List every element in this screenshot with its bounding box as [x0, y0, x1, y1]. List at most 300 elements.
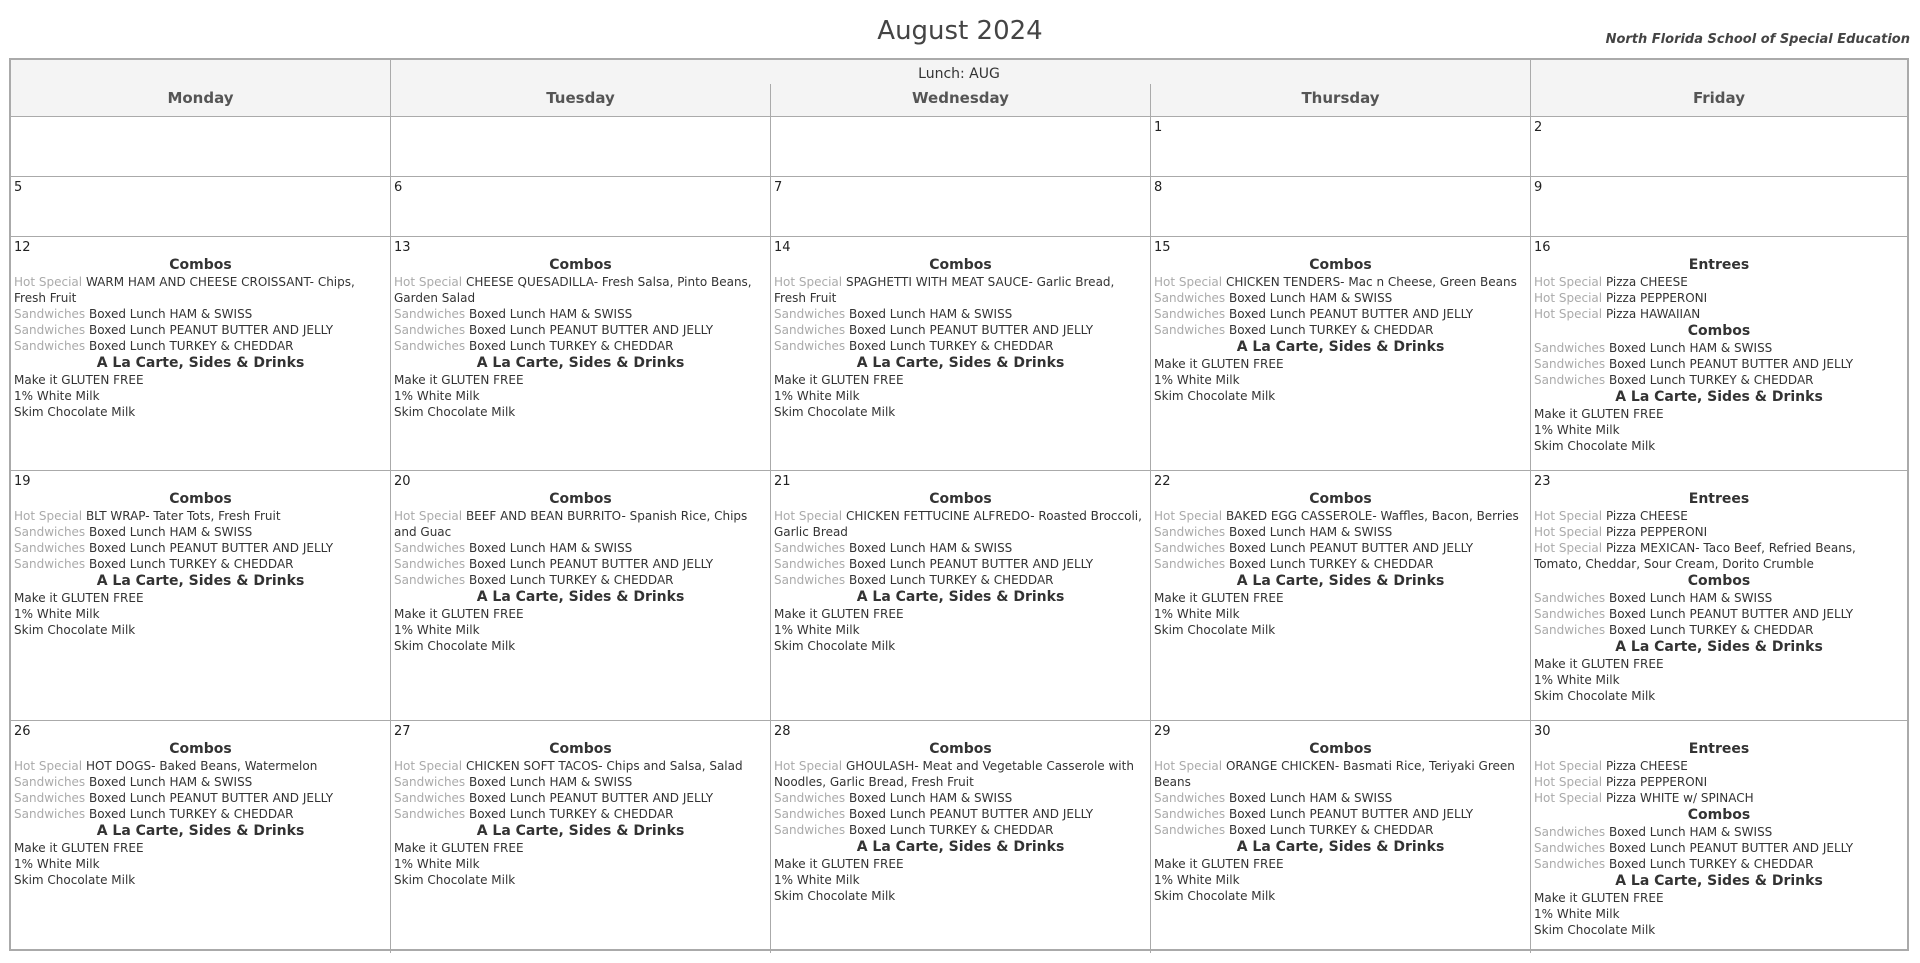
section-heading: A La Carte, Sides & Drinks [1236, 339, 1445, 355]
menu-item-category: Sandwiches [1534, 607, 1606, 621]
section-heading: Entrees [1688, 491, 1750, 507]
menu-item-category: Sandwiches [394, 573, 466, 587]
day-cell [1531, 471, 1907, 720]
menu-item [1154, 540, 1527, 556]
menu-item-text: Boxed Lunch TURKEY & CHEDDAR [89, 807, 294, 821]
menu-item [14, 306, 387, 322]
day-number: 22 [1154, 474, 1171, 489]
menu-item-category: Sandwiches [394, 775, 466, 789]
section-heading: Combos [929, 257, 992, 273]
menu-item-text: Boxed Lunch HAM & SWISS [1609, 591, 1773, 605]
menu-item [1534, 590, 1904, 606]
menu-item [394, 840, 767, 856]
menu-item-text: 1% White Milk [394, 389, 480, 403]
menu-item [1534, 774, 1904, 790]
section-heading: A La Carte, Sides & Drinks [476, 589, 685, 605]
menu-item [1534, 274, 1904, 290]
menu-item-category: Hot Special [1154, 275, 1223, 289]
day-header-wednesday: Wednesday [912, 89, 1009, 107]
menu-item [774, 540, 1147, 556]
menu-item-text: Make it GLUTEN FREE [1534, 891, 1664, 905]
menu-item [1534, 372, 1904, 388]
menu-item [1154, 856, 1527, 872]
menu-item [14, 606, 387, 622]
section-heading: A La Carte, Sides & Drinks [1236, 839, 1445, 855]
menu-item [14, 872, 387, 888]
menu-item-category: Sandwiches [14, 339, 86, 353]
menu-item-text: BLT WRAP- Tater Tots, Fresh Fruit [85, 509, 281, 523]
menu-item [394, 856, 767, 872]
menu-item-text: SPAGHETTI WITH MEAT SAUCE- Garlic Bread, Fresh Fruit [774, 275, 1115, 305]
menu-item-text: 1% White Milk [1154, 607, 1240, 621]
menu-item [1534, 890, 1904, 906]
menu-item-text: Make it GLUTEN FREE [774, 607, 904, 621]
day-cell [391, 721, 771, 953]
menu-item-text: Pizza PEPPERONI [1605, 775, 1708, 789]
menu-item [394, 638, 767, 654]
day-number: 15 [1154, 240, 1171, 255]
menu-item-category: Sandwiches [1534, 857, 1606, 871]
menu-item [394, 508, 767, 540]
menu-item-text: WARM HAM AND CHEESE CROISSANT- Chips, Fresh Fruit [14, 275, 355, 305]
menu-item [774, 622, 1147, 638]
menu-item-text: Boxed Lunch PEANUT BUTTER AND JELLY [1609, 607, 1854, 621]
menu-item [1154, 806, 1527, 822]
menu-item-category: Sandwiches [1534, 341, 1606, 355]
menu-item [394, 872, 767, 888]
menu-item-text: Pizza HAWAIIAN [1605, 307, 1701, 321]
day-cell [1531, 721, 1907, 953]
menu-item [1534, 290, 1904, 306]
day-number: 27 [394, 724, 411, 739]
menu-item [1534, 672, 1904, 688]
menu-item-category: Sandwiches [1534, 357, 1606, 371]
menu-item [14, 388, 387, 404]
header-divider [770, 84, 771, 116]
menu-item [1154, 524, 1527, 540]
menu-item-text: Boxed Lunch PEANUT BUTTER AND JELLY [469, 323, 714, 337]
menu-item [1154, 622, 1527, 638]
day-number: 14 [774, 240, 791, 255]
page-title: August 2024 [877, 16, 1043, 46]
menu-item-category: Sandwiches [1154, 307, 1226, 321]
menu-item [14, 508, 387, 524]
menu-item [1534, 622, 1904, 638]
menu-item [1154, 790, 1527, 806]
section-heading: A La Carte, Sides & Drinks [1236, 573, 1445, 589]
menu-item [1154, 356, 1527, 372]
menu-item-text: Boxed Lunch TURKEY & CHEDDAR [469, 807, 674, 821]
day-number: 21 [774, 474, 791, 489]
menu-item [774, 404, 1147, 420]
day-cell [1151, 471, 1531, 720]
menu-item-text: Make it GLUTEN FREE [1534, 657, 1664, 671]
menu-item [774, 274, 1147, 306]
menu-item-text: 1% White Milk [1534, 673, 1620, 687]
menu-item-text: 1% White Milk [774, 623, 860, 637]
menu-item-text: Boxed Lunch PEANUT BUTTER AND JELLY [469, 557, 714, 571]
day-cell [771, 721, 1151, 953]
menu-item-text: Pizza PEPPERONI [1605, 525, 1708, 539]
menu-item [14, 322, 387, 338]
header-divider [390, 60, 391, 116]
day-number: 13 [394, 240, 411, 255]
day-cell [391, 237, 771, 470]
menu-item-category: Sandwiches [1534, 825, 1606, 839]
section-heading: A La Carte, Sides & Drinks [96, 355, 305, 371]
menu-item-text: Boxed Lunch HAM & SWISS [1609, 341, 1773, 355]
day-number [774, 120, 1147, 136]
menu-item [1534, 790, 1904, 806]
menu-item [1534, 688, 1904, 704]
day-cell [771, 237, 1151, 470]
section-heading: A La Carte, Sides & Drinks [476, 355, 685, 371]
menu-item-category: Hot Special [1154, 509, 1223, 523]
menu-item [1534, 540, 1904, 572]
section-heading: Combos [1309, 741, 1372, 757]
menu-item-text: CHEESE QUESADILLA- Fresh Salsa, Pinto Beans, Garden Salad [394, 275, 752, 305]
menu-item-text: Make it GLUTEN FREE [774, 857, 904, 871]
menu-item-category: Sandwiches [14, 541, 86, 555]
menu-item-text: Boxed Lunch TURKEY & CHEDDAR [89, 339, 294, 353]
day-number: 26 [14, 724, 31, 739]
menu-item [14, 338, 387, 354]
menu-item-text: Skim Chocolate Milk [1534, 439, 1656, 453]
menu-item-category: Sandwiches [1154, 791, 1226, 805]
menu-item [1534, 606, 1904, 622]
menu-item-text: Boxed Lunch HAM & SWISS [89, 307, 253, 321]
menu-item-text: Boxed Lunch PEANUT BUTTER AND JELLY [849, 323, 1094, 337]
day-cell [11, 177, 391, 236]
menu-item-category: Hot Special [1534, 291, 1603, 305]
menu-item-text: Boxed Lunch PEANUT BUTTER AND JELLY [1229, 307, 1474, 321]
section-heading: A La Carte, Sides & Drinks [856, 589, 1065, 605]
menu-item [774, 872, 1147, 888]
menu-item [1534, 922, 1904, 938]
menu-item-category: Sandwiches [774, 573, 846, 587]
menu-item-text: 1% White Milk [394, 623, 480, 637]
menu-item [14, 524, 387, 540]
section-heading: A La Carte, Sides & Drinks [96, 573, 305, 589]
menu-item-text: 1% White Milk [1534, 907, 1620, 921]
menu-item-category: Sandwiches [1154, 823, 1226, 837]
menu-item [1154, 872, 1527, 888]
menu-item [1154, 590, 1527, 606]
menu-item [394, 540, 767, 556]
day-cell [1151, 177, 1531, 236]
menu-item-text: Pizza CHEESE [1605, 275, 1688, 289]
menu-item [14, 622, 387, 638]
menu-item-category: Sandwiches [774, 557, 846, 571]
section-heading: Combos [1687, 573, 1751, 589]
menu-item-text: HOT DOGS- Baked Beans, Watermelon [85, 759, 318, 773]
menu-item-text: 1% White Milk [394, 857, 480, 871]
menu-item-text: Skim Chocolate Milk [14, 405, 136, 419]
day-cell [391, 117, 771, 176]
menu-item [394, 758, 767, 774]
menu-item-text: Skim Chocolate Milk [14, 873, 136, 887]
menu-item [774, 322, 1147, 338]
menu-item-text: ORANGE CHICKEN- Basmati Rice, Teriyaki Green Beans [1154, 759, 1515, 789]
menu-item-text: Boxed Lunch HAM & SWISS [89, 775, 253, 789]
menu-item-text: Boxed Lunch PEANUT BUTTER AND JELLY [849, 807, 1094, 821]
menu-item-category: Hot Special [774, 759, 843, 773]
menu-item-text: Boxed Lunch PEANUT BUTTER AND JELLY [89, 541, 334, 555]
menu-item-text: BAKED EGG CASSEROLE- Waffles, Bacon, Berries [1225, 509, 1519, 523]
week-row [11, 177, 1907, 237]
menu-item-category: Hot Special [1534, 775, 1603, 789]
menu-item-text: 1% White Milk [1154, 873, 1240, 887]
week-row [11, 721, 1907, 953]
section-heading: Combos [169, 741, 232, 757]
day-cell [11, 721, 391, 953]
menu-item-category: Sandwiches [774, 807, 846, 821]
menu-item-category: Sandwiches [394, 791, 466, 805]
section-heading: A La Carte, Sides & Drinks [1615, 873, 1823, 889]
menu-item [774, 790, 1147, 806]
menu-item [774, 606, 1147, 622]
calendar-header [11, 60, 1907, 117]
menu-item-text: Skim Chocolate Milk [1154, 889, 1276, 903]
day-number: 29 [1154, 724, 1171, 739]
section-heading: Entrees [1688, 257, 1750, 273]
day-header-monday: Monday [167, 89, 234, 107]
day-number: 9 [1534, 180, 1543, 195]
menu-item-text: Boxed Lunch HAM & SWISS [849, 791, 1013, 805]
section-heading: A La Carte, Sides & Drinks [856, 355, 1065, 371]
menu-item [14, 372, 387, 388]
menu-item [394, 306, 767, 322]
day-number: 30 [1534, 724, 1551, 739]
day-cell [1531, 177, 1907, 236]
menu-label: Lunch: AUG [918, 66, 1000, 82]
day-number [394, 120, 767, 136]
menu-item-category: Hot Special [1534, 509, 1603, 523]
menu-item [1534, 508, 1904, 524]
menu-item [1534, 356, 1904, 372]
menu-item-text: Boxed Lunch TURKEY & CHEDDAR [469, 339, 674, 353]
menu-item-category: Sandwiches [14, 323, 86, 337]
menu-item [14, 774, 387, 790]
menu-item-text: Pizza CHEESE [1605, 509, 1688, 523]
menu-item-text: Boxed Lunch PEANUT BUTTER AND JELLY [469, 791, 714, 805]
menu-item-text: CHICKEN SOFT TACOS- Chips and Salsa, Salad [465, 759, 743, 773]
menu-item-text: Boxed Lunch HAM & SWISS [469, 307, 633, 321]
menu-item [1534, 656, 1904, 672]
day-number: 7 [774, 180, 783, 195]
section-heading: Combos [1687, 323, 1751, 339]
menu-item-category: Hot Special [394, 759, 463, 773]
day-number: 23 [1534, 474, 1551, 489]
menu-item [1154, 606, 1527, 622]
menu-item [394, 572, 767, 588]
menu-item-text: Boxed Lunch HAM & SWISS [849, 541, 1013, 555]
menu-item-text: Skim Chocolate Milk [1154, 389, 1276, 403]
menu-item [14, 840, 387, 856]
menu-item-text: 1% White Milk [14, 389, 100, 403]
menu-item-category: Hot Special [1534, 275, 1603, 289]
menu-item-text: 1% White Milk [1154, 373, 1240, 387]
menu-item [394, 556, 767, 572]
menu-item [14, 590, 387, 606]
menu-item-text: Boxed Lunch TURKEY & CHEDDAR [1609, 623, 1814, 637]
menu-item-text: BEEF AND BEAN BURRITO- Spanish Rice, Chips and Guac [394, 509, 748, 539]
menu-item [774, 888, 1147, 904]
section-heading: A La Carte, Sides & Drinks [1615, 389, 1823, 405]
menu-item-text: Boxed Lunch TURKEY & CHEDDAR [1229, 557, 1434, 571]
menu-item-category: Sandwiches [774, 823, 846, 837]
day-cell [11, 117, 391, 176]
day-cell [771, 117, 1151, 176]
menu-item [774, 638, 1147, 654]
menu-item-text: Make it GLUTEN FREE [394, 373, 524, 387]
day-number: 28 [774, 724, 791, 739]
menu-item [1154, 888, 1527, 904]
section-heading: A La Carte, Sides & Drinks [476, 823, 685, 839]
menu-item-category: Sandwiches [394, 323, 466, 337]
day-cell [771, 471, 1151, 720]
menu-item-text: Boxed Lunch TURKEY & CHEDDAR [469, 573, 674, 587]
menu-item [774, 572, 1147, 588]
menu-item [774, 556, 1147, 572]
menu-item [1154, 508, 1527, 524]
week-row [11, 117, 1907, 177]
menu-item [774, 758, 1147, 790]
menu-item-text: 1% White Milk [14, 607, 100, 621]
day-header-thursday: Thursday [1301, 89, 1380, 107]
section-heading: Combos [929, 491, 992, 507]
menu-item-category: Hot Special [774, 275, 843, 289]
menu-item-category: Sandwiches [1534, 591, 1606, 605]
menu-item [1534, 824, 1904, 840]
menu-item-text: Make it GLUTEN FREE [14, 591, 144, 605]
menu-item-text: Pizza MEXICAN- Taco Beef, Refried Beans, Tomato, Cheddar, Sour Cream, Dorito Crumble [1534, 541, 1856, 571]
menu-item-category: Sandwiches [1154, 557, 1226, 571]
menu-item [1154, 388, 1527, 404]
menu-item-category: Sandwiches [14, 791, 86, 805]
menu-item-text: CHICKEN FETTUCINE ALFREDO- Roasted Broccoli, Garlic Bread [774, 509, 1142, 539]
menu-item [14, 758, 387, 774]
menu-item [774, 338, 1147, 354]
menu-item [1534, 406, 1904, 422]
header-divider [1150, 84, 1151, 116]
menu-item-text: Make it GLUTEN FREE [1154, 357, 1284, 371]
menu-item-text: Pizza PEPPERONI [1605, 291, 1708, 305]
day-cell [11, 471, 391, 720]
menu-item-category: Hot Special [1534, 541, 1603, 555]
menu-item [394, 274, 767, 306]
menu-item-text: Boxed Lunch HAM & SWISS [1609, 825, 1773, 839]
menu-item-text: Make it GLUTEN FREE [394, 841, 524, 855]
menu-item [394, 372, 767, 388]
menu-item-text: Boxed Lunch TURKEY & CHEDDAR [1229, 323, 1434, 337]
menu-item-category: Sandwiches [1154, 807, 1226, 821]
school-name: North Florida School of Special Education [1605, 32, 1910, 47]
menu-item [14, 556, 387, 572]
section-heading: Entrees [1688, 741, 1750, 757]
menu-item-text: Boxed Lunch HAM & SWISS [469, 541, 633, 555]
menu-item [14, 790, 387, 806]
day-number: 6 [394, 180, 403, 195]
day-number: 8 [1154, 180, 1163, 195]
menu-item-text: Boxed Lunch PEANUT BUTTER AND JELLY [1229, 807, 1474, 821]
menu-item-text: Pizza WHITE w/ SPINACH [1605, 791, 1754, 805]
menu-item-category: Sandwiches [394, 307, 466, 321]
menu-item-text: 1% White Milk [774, 873, 860, 887]
menu-item-category: Sandwiches [1534, 623, 1606, 637]
menu-item [774, 372, 1147, 388]
menu-item-text: Skim Chocolate Milk [774, 889, 896, 903]
section-heading: Combos [549, 741, 612, 757]
section-heading: A La Carte, Sides & Drinks [96, 823, 305, 839]
section-heading: Combos [1687, 807, 1751, 823]
menu-item-category: Sandwiches [1534, 841, 1606, 855]
menu-item [14, 274, 387, 306]
section-heading: Combos [1309, 257, 1372, 273]
menu-item-text: Boxed Lunch HAM & SWISS [469, 775, 633, 789]
menu-item-category: Sandwiches [774, 307, 846, 321]
menu-item-text: GHOULASH- Meat and Vegetable Casserole with Noodles, Garlic Bread, Fresh Fruit [774, 759, 1134, 789]
menu-item-category: Sandwiches [14, 557, 86, 571]
menu-item-text: 1% White Milk [774, 389, 860, 403]
menu-item-text: CHICKEN TENDERS- Mac n Cheese, Green Beans [1225, 275, 1517, 289]
menu-item-category: Sandwiches [14, 807, 86, 821]
menu-item-category: Hot Special [394, 509, 463, 523]
menu-item [1534, 524, 1904, 540]
menu-item-text: Boxed Lunch TURKEY & CHEDDAR [89, 557, 294, 571]
menu-item-text: Make it GLUTEN FREE [1154, 591, 1284, 605]
menu-item-text: Skim Chocolate Milk [1534, 923, 1656, 937]
menu-item-text: Boxed Lunch HAM & SWISS [89, 525, 253, 539]
menu-item [1534, 422, 1904, 438]
day-cell [391, 177, 771, 236]
day-cell [391, 471, 771, 720]
section-heading: Combos [549, 257, 612, 273]
day-cell [1531, 237, 1907, 470]
menu-item [1534, 856, 1904, 872]
menu-item [774, 856, 1147, 872]
menu-item-category: Sandwiches [1154, 541, 1226, 555]
menu-item-category: Hot Special [1534, 525, 1603, 539]
menu-item [394, 806, 767, 822]
menu-item-category: Hot Special [774, 509, 843, 523]
menu-item-text: Boxed Lunch TURKEY & CHEDDAR [849, 573, 1054, 587]
menu-item-category: Sandwiches [14, 525, 86, 539]
menu-item [1154, 822, 1527, 838]
menu-item [14, 404, 387, 420]
menu-item-category: Sandwiches [394, 807, 466, 821]
menu-item [1534, 758, 1904, 774]
menu-item [1534, 340, 1904, 356]
menu-item-text: 1% White Milk [14, 857, 100, 871]
menu-item-text: Boxed Lunch HAM & SWISS [1229, 791, 1393, 805]
menu-item [774, 306, 1147, 322]
day-number: 2 [1534, 120, 1543, 135]
day-number: 12 [14, 240, 31, 255]
menu-item-text: Boxed Lunch PEANUT BUTTER AND JELLY [1609, 357, 1854, 371]
section-heading: A La Carte, Sides & Drinks [856, 839, 1065, 855]
menu-item [774, 822, 1147, 838]
menu-item-text: Make it GLUTEN FREE [14, 841, 144, 855]
menu-item [394, 790, 767, 806]
section-heading: Combos [929, 741, 992, 757]
menu-item-category: Hot Special [1154, 759, 1223, 773]
menu-item [394, 338, 767, 354]
menu-item-category: Hot Special [14, 275, 83, 289]
day-number: 20 [394, 474, 411, 489]
menu-item-category: Sandwiches [14, 307, 86, 321]
menu-item-text: Boxed Lunch TURKEY & CHEDDAR [849, 823, 1054, 837]
